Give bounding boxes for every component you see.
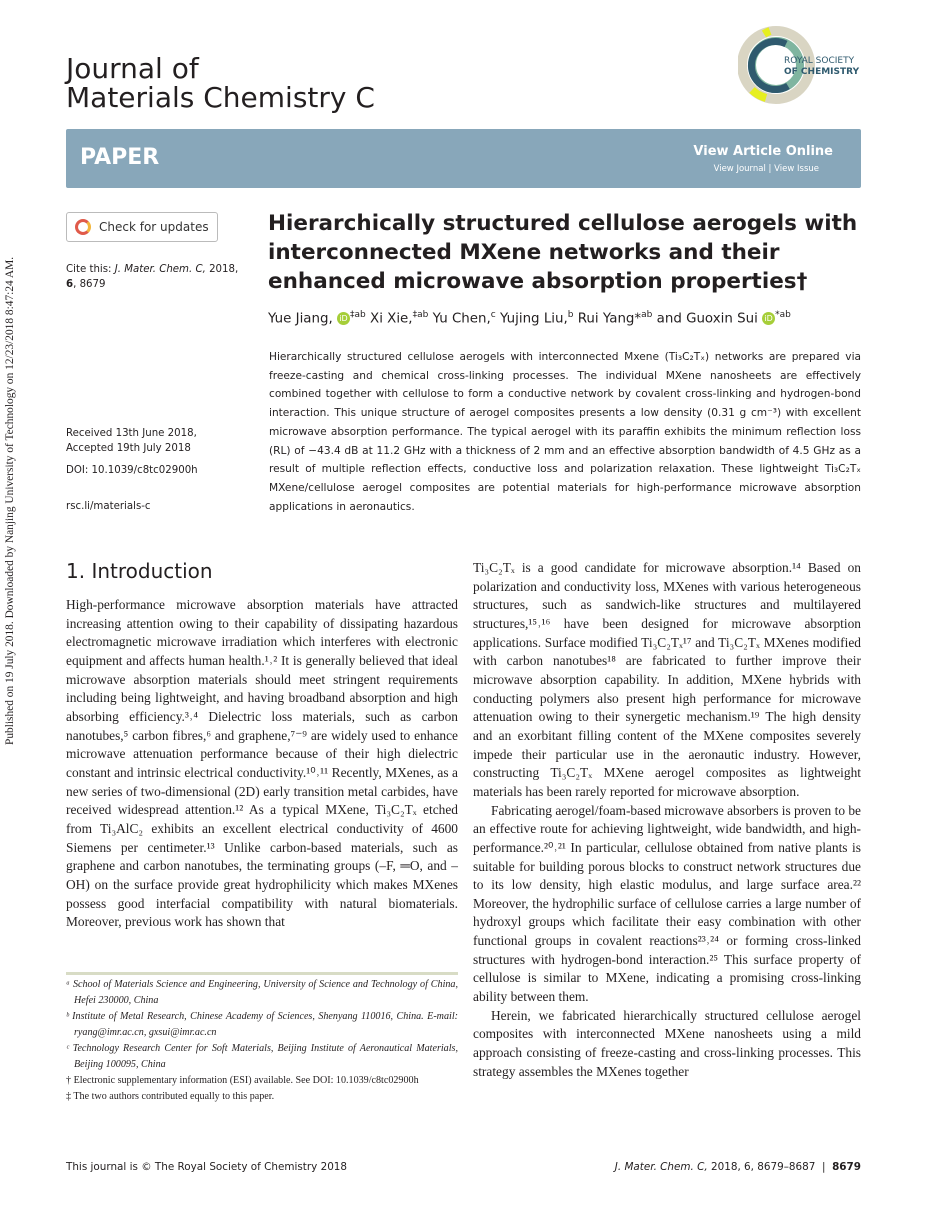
section-heading: 1. Introduction xyxy=(66,559,213,583)
paragraph: Fabricating aerogel/foam-based microwave absorbers is proven to be an effective route for achieving lightweight, wide bandwidth, and high-performance.²⁰˒²¹ In particular, cellulose obtained from native plants is suitable for building porous blocks to construct network structures due to its low density, high elastic modulus, and large surface area.²² Moreover, the hydrophilic surface of cellulose carries a large number of hydroxyl groups which facilitate their easy combination with other functional groups in covalent reactions²³˒²⁴ or forming cross-linked structures with hydrogen-bond interaction.²⁵ This surface property of cellulose is similar to MXene, indicating a promising cross-linking ability between them. xyxy=(473,802,861,1005)
journal-title-line1: Journal of xyxy=(66,52,199,85)
view-journal-link[interactable]: View Journal xyxy=(713,164,766,174)
orcid-icon[interactable]: iD xyxy=(762,312,775,325)
copyright: This journal is © The Royal Society of Chemistry 2018 xyxy=(66,1161,348,1173)
left-column xyxy=(66,596,458,932)
rsc-logo xyxy=(738,20,863,105)
paragraph: Ti₃C₂Tₓ is a good candidate for microwave absorption.¹⁴ Based on polarization and conductivity loss, MXenes with various heterogeneous structures, such as sandwich-like structures and multilayered structures,¹⁵˒¹⁶ have been designed for microwave absorption applications. Surface modified Ti₃C₂Tₓ¹⁷ and Ti₃C₂Tₓ MXenes modified with carbon nanotubes¹⁸ are fabricated to further improve their microwave absorption capability. In addition, MXene hybrids with conducting polymers also present high performance for microwave attenuation owing to their synergetic mechanism.¹⁹ The high density and an exorbitant filling content of the MXene composites severely impede their particular use in the aeronautic industry. However, constructing Ti₃C₂Tₓ MXene aerogel composites as lightweight materials has been rarely reported for microwave absorption. xyxy=(473,560,861,799)
article-title: Hierarchically structured cellulose aerogels with interconnected MXene networks and their enhanced microwave absorption properties† xyxy=(268,211,858,294)
abstract: Hierarchically structured cellulose aerogels with interconnected Mxene (Ti₃C₂Tₓ) networks are prepared via freeze-casting and chemical cross-linking processes. The individual MXene nanosheets are effectively combined together with cellulose to form a conductive network by covalent cross-linking and hydrogen-bond interaction. This unique structure of aerogel composites presents a low density (0.31 g cm⁻³) with excellent microwave absorption performance. The typical aerogel with its paraffin exhibits the minimum reflection loss (RL) of −43.4 dB at 11.2 GHz with a thickness of 2 mm and an effective absorption bandwidth of 4.5 GHz as a result of multiple reflection effects, conductive loss and polarization relaxation. These lightweight Ti₃C₂Tₓ MXene/cellulose aerogel composites are potential materials for high-performance microwave absorption applications in aeronautics. xyxy=(269,351,861,513)
footnote: ᵃ School of Materials Science and Engineering, University of Science and Technology of China, Hefei 230000, China xyxy=(66,979,458,1006)
footer-citation: 2018, 6, 8679–8687 xyxy=(707,1161,816,1173)
author: Yujing Liu, xyxy=(500,311,568,327)
received-date: Received 13th June 2018, xyxy=(66,428,197,439)
footnotes xyxy=(66,977,458,1105)
cite-year: 2018, xyxy=(205,264,239,275)
page-number: 8679 xyxy=(832,1161,861,1173)
footnote: ᵇ Institute of Metal Research, Chinese Academy of Sciences, Shenyang 110016, China. E-mail: ryang@imr.ac.cn, gxsui@imr.ac.cn xyxy=(66,1011,458,1038)
svg-text:ROYAL SOCIETY: ROYAL SOCIETY xyxy=(784,56,855,66)
footer-sep: | xyxy=(815,1161,833,1173)
paragraph: High-performance microwave absorption materials have attracted increasing attention owing to their capability of dissipating hazardous electromagnetic microwave irradiation which interferes with electronic equipment and affects human health.¹˒² It is generally believed that ideal microwave absorption materials should meet stringent requirements including being lightweight, and having broadband absorption and high absorbing efficiency.³˒⁴ Dielectric loss materials, such as carbon nanotubes,⁵ carbon fibres,⁶ and graphene,⁷⁻⁹ are widely used to enhance microwave attenuation performance because of their high dielectric constant and intrinsic electrical conductivity.¹⁰˒¹¹ Recently, MXenes, as a new series of two-dimensional (2D) early transition metal carbides, have received widespread attention.¹² As a typical MXene, Ti₃C₂Tₓ etched from Ti₃AlC₂ exhibits an excellent electrical conductivity of 4600 Siemens per centimeter.¹³ Unlike carbon-based materials, such as graphene and carbon nanotubes, the terminating groups (–F, ═O, and –OH) on the surface provide great hydrophilicity which makes MXenes possess good interfacial compatibility with natural biomaterials. Moreover, previous work has shown that xyxy=(66,597,458,930)
page-footer xyxy=(66,1161,861,1173)
paragraph: Herein, we fabricated hierarchically structured cellulose aerogel composites with interconnected MXene nanosheets using a mild approach consisting of freeze-casting and cross-linking processes. This strategy assembles the MXenes together xyxy=(473,1007,861,1079)
journal-title-line2: Materials Chemistry C xyxy=(66,81,375,114)
author: and Guoxin Sui xyxy=(656,311,758,327)
check-for-updates-label: Check for updates xyxy=(99,220,209,234)
link-separator: | xyxy=(765,164,775,174)
cite-label: Cite this: xyxy=(66,264,115,275)
journal-title xyxy=(66,54,375,112)
cite-volume: 6 xyxy=(66,279,74,290)
cite-page: , 8679 xyxy=(73,279,106,290)
author-affiliation: ‡ab xyxy=(350,310,366,320)
author-list xyxy=(268,310,791,326)
view-issue-link[interactable]: View Issue xyxy=(774,164,819,174)
right-column xyxy=(473,559,861,1081)
doi[interactable]: DOI: 10.1039/c8tc02900h xyxy=(66,465,198,476)
article-type: PAPER xyxy=(80,145,160,170)
citation xyxy=(66,262,246,292)
author-affiliation: ‡ab xyxy=(412,310,429,320)
footnote: ᶜ Technology Research Center for Soft Materials, Beijing Institute of Aeronautical Materials, Beijing 100095, China xyxy=(66,1043,458,1070)
footnote: † Electronic supplementary information (ESI) available. See DOI: 10.1039/c8tc02900h xyxy=(66,1075,419,1086)
journal-link[interactable]: rsc.li/materials-c xyxy=(66,501,151,512)
author-affiliation: b xyxy=(567,310,574,320)
article-type-banner xyxy=(66,129,861,188)
orcid-icon[interactable]: iD xyxy=(337,312,350,325)
svg-text:OF CHEMISTRY: OF CHEMISTRY xyxy=(784,67,860,77)
cite-journal: J. Mater. Chem. C, xyxy=(114,264,206,275)
footnote-divider xyxy=(66,972,458,975)
author: Rui Yang* xyxy=(577,311,642,327)
accepted-date: Accepted 19th July 2018 xyxy=(66,443,191,454)
author: Xi Xie, xyxy=(370,311,413,327)
footnote: ‡ The two authors contributed equally to this paper. xyxy=(66,1091,275,1102)
author-affiliation: *ab xyxy=(775,310,791,320)
author: Yue Jiang, xyxy=(268,311,333,327)
author-affiliation: c xyxy=(490,310,496,320)
author-affiliation: ab xyxy=(641,310,653,320)
view-article-online-link[interactable]: View Article Online xyxy=(693,144,833,159)
crossmark-icon xyxy=(75,219,91,235)
check-for-updates-button[interactable] xyxy=(66,212,218,242)
dates xyxy=(66,426,197,456)
footer-journal: J. Mater. Chem. C, xyxy=(614,1161,708,1173)
download-note: Published on 19 July 2018. Downloaded by Nanjing University of Technology on 12/23/2018 8:47:24 AM. xyxy=(4,256,16,745)
author: Yu Chen, xyxy=(432,311,491,327)
